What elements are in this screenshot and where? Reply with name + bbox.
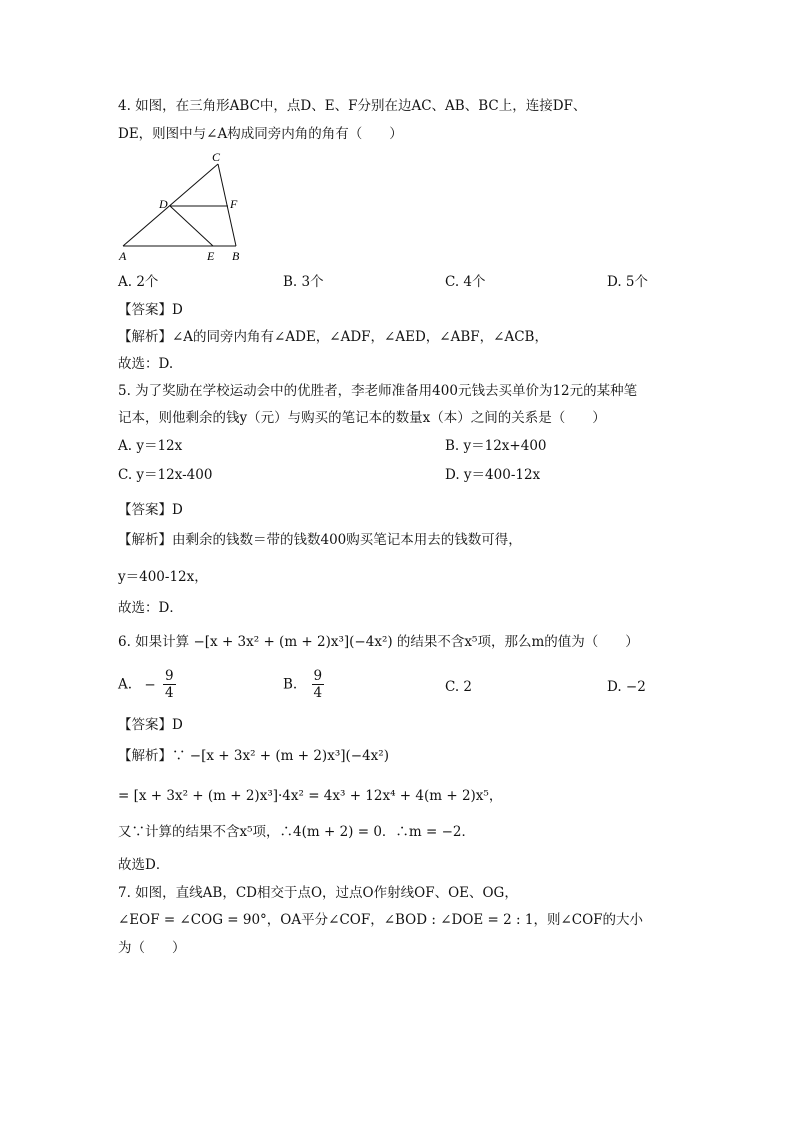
q5-option-c: C. y＝12x-400 — [118, 467, 213, 483]
q7-stem-line3: 为（ ） — [118, 940, 186, 956]
q6-option-b-fraction — [312, 668, 325, 701]
q6-analysis-line2: = [x + 3x² + (m + 2)x³]·4x² = 4x³ + 12x⁴ + 4(m + 2)x⁵， — [118, 788, 503, 804]
q6-option-a-prefix: A. — [118, 676, 133, 693]
q5-option-d: D. y＝400-12x — [445, 467, 541, 483]
q6-option-b-prefix: B. — [283, 676, 298, 693]
q4-option-c: C. 4个 — [445, 274, 486, 290]
q6-option-a-fraction — [163, 668, 176, 701]
q5-conclusion: 故选：D． — [118, 600, 183, 616]
q7-stem-line2: ∠EOF = ∠COG = 90°，OA平分∠COF，∠BOD : ∠DOE = 2 : 1，则∠COF的大小 — [118, 912, 644, 928]
q4-stem-line2: DE，则图中与∠A构成同旁内角的角有（ ） — [118, 126, 403, 142]
q5-stem-line2: 记本，则他剩余的钱y（元）与购买的笔记本的数量x（本）之间的关系是（ ） — [118, 410, 606, 426]
q7-stem-line1: 7. 如图，直线AB，CD相交于点O，过点O作射线OF、OE、OG， — [118, 885, 518, 901]
q5-stem-line1: 5. 为了奖励在学校运动会中的优胜者，李老师准备用400元钱去买单价为12元的某种笔 — [118, 383, 638, 399]
q5-option-a: A. y＝12x — [118, 438, 183, 454]
q4-triangle-figure — [112, 148, 252, 266]
q6-answer: 【答案】D — [118, 717, 183, 733]
q6-option-d: D. −2 — [607, 679, 646, 695]
q5-answer: 【答案】D — [118, 502, 183, 518]
label-c: C — [212, 150, 221, 164]
q5-option-b: B. y＝12x+400 — [445, 438, 547, 454]
q4-stem-line1: 4. 如图，在三角形ABC中，点D、E、F分别在边AC、AB、BC上，连接DF、 — [118, 98, 587, 114]
q6-option-b — [283, 668, 327, 701]
q4-option-d: D. 5个 — [607, 274, 649, 290]
q6-stem-line1: 6. 如果计算 −[x + 3x² + (m + 2)x³](−4x²) 的结果不含x⁵项，那么m的值为（ ） — [118, 634, 639, 650]
q5-formula: y＝400-12x， — [118, 569, 208, 585]
q4-analysis: 【解析】∠A的同旁内角有∠ADE，∠ADF，∠AED，∠ABF，∠ACB， — [118, 329, 548, 345]
q4-option-b: B. 3个 — [283, 274, 324, 290]
q4-option-a: A. 2个 — [118, 274, 159, 290]
q6-option-b-denominator: 4 — [313, 685, 323, 701]
label-e: E — [207, 249, 215, 263]
label-d: D — [159, 197, 168, 211]
q5-analysis: 【解析】由剩余的钱数＝带的钱数400购买笔记本用去的钱数可得， — [118, 532, 522, 548]
q6-option-b-numerator: 9 — [313, 668, 323, 684]
q6-analysis-line1: 【解析】∵ −[x + 3x² + (m + 2)x³](−4x²) — [118, 748, 389, 764]
label-f: F — [230, 197, 238, 211]
q4-answer: 【答案】D — [118, 302, 183, 318]
label-a: A — [119, 249, 127, 263]
q6-option-c: C. 2 — [445, 679, 473, 695]
q6-conclusion: 故选D． — [118, 857, 170, 873]
q6-option-a-numerator: 9 — [164, 668, 174, 684]
q6-option-a-sign: − — [144, 676, 156, 693]
q6-option-a — [118, 668, 179, 701]
q6-analysis-line3: 又∵计算的结果不含x⁵项，∴4(m + 2) = 0．∴m = −2． — [118, 824, 476, 840]
q4-conclusion: 故选：D. — [118, 356, 174, 372]
label-b: B — [232, 249, 240, 263]
q6-option-a-denominator: 4 — [164, 685, 174, 701]
